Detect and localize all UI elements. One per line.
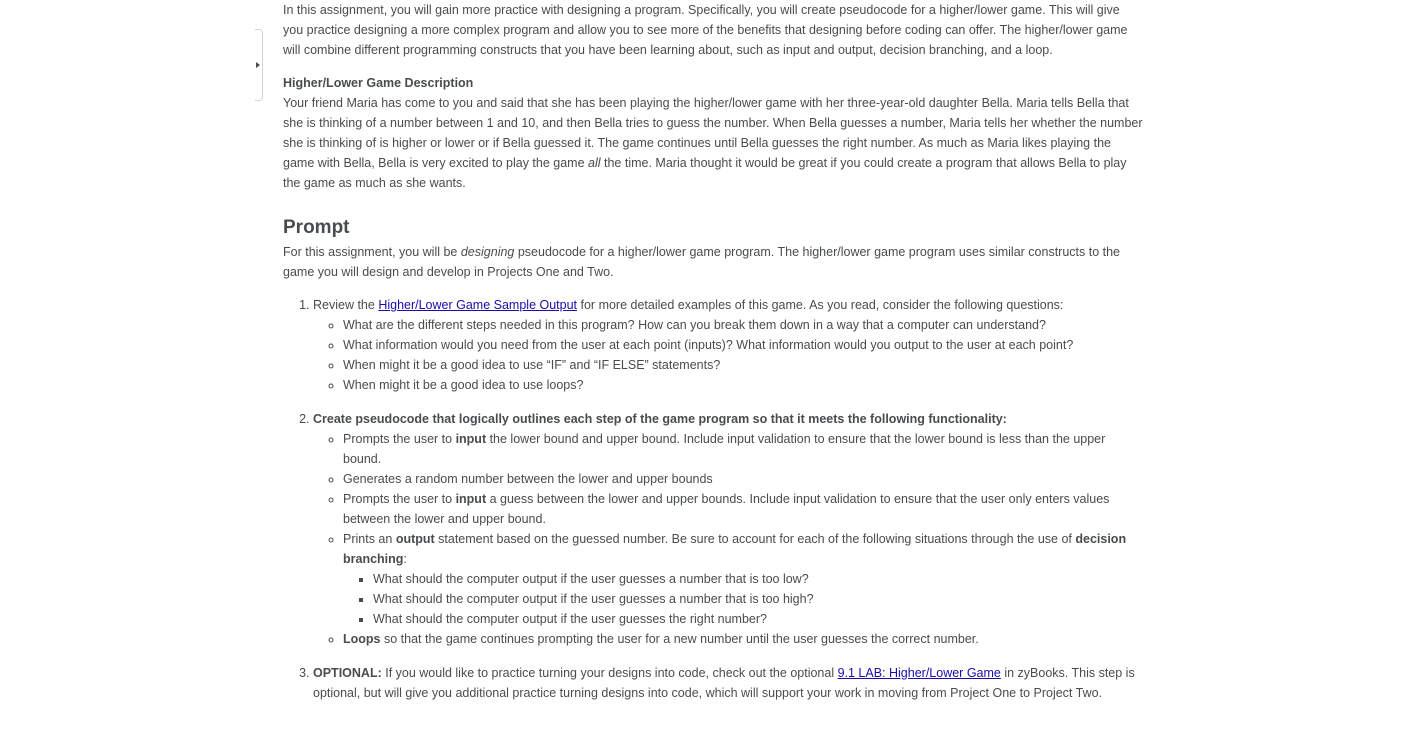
- req-5-post: so that the game continues prompting the user for a new number until the user guesses the correct number.: [380, 632, 979, 646]
- sidebar-toggle[interactable]: [255, 29, 263, 101]
- zybooks-lab-link[interactable]: 9.1 LAB: Higher/Lower Game: [837, 666, 1001, 680]
- description-text-1: Your friend Maria has come to you and said that she has been playing the higher/lower game with her three-year-old daughter Bella. Maria tells Bella that she is thinking of a number between 1 and 10, and then Bella tries to guess the number. When Bella guesses a number, Maria tells her whether the number she is thinking of is higher or lower or if Bella guessed it. The game continues until Bella guesses the right number. As much as Maria likes playing the game with Bella, Bella is very excited to play the game: [283, 96, 1143, 170]
- prompt-heading: Prompt: [283, 217, 350, 238]
- step-1: [313, 295, 1143, 395]
- list-item: [343, 529, 1143, 629]
- list-item: ▪ What should the computer output if the user guesses a number that is too low?: [373, 569, 1143, 589]
- step-2: [313, 409, 1143, 649]
- req-4-bold-1: output: [395, 532, 435, 546]
- list-item: ◦ What are the different steps needed in this program? How can you break them down in a way that a computer can understand?: [343, 315, 1143, 335]
- list-item: ◦ Generates a random number between the lower and upper bounds: [343, 469, 1143, 489]
- description-heading: Higher/Lower Game Description: [283, 76, 474, 90]
- step-2-requirements: [313, 429, 1143, 649]
- req-1-pre: Prompts the user to: [343, 432, 456, 446]
- list-item: ▪ What should the computer output if the user guesses the right number?: [373, 609, 1143, 629]
- list-item: [343, 629, 1143, 649]
- decision-situations: [343, 569, 1143, 629]
- caret-right-icon: [256, 62, 260, 68]
- intro-paragraph: In this assignment, you will gain more practice with designing a program. Specifically, you will create pseudocode for a higher/lower game. This will give you practice designing a more complex program and allow you to see more of the benefits that designing before coding can offer. The higher/lower game will combine different programming constructs that you have been learning about, such as input and output, decision branching, and a loop.: [283, 3, 1128, 57]
- list-item: ◦ What information would you need from the user at each point (inputs)? What information would you output to the user at each point?: [343, 335, 1143, 355]
- step-3-pre: If you would like to practice turning your designs into code, check out the optional: [381, 666, 838, 680]
- req-1-bold: input: [455, 432, 487, 446]
- description-paragraph: [283, 93, 1143, 193]
- step-1-pre: Review the: [313, 298, 379, 312]
- prompt-intro-emphasis: designing: [460, 245, 515, 259]
- description-emphasis: all: [588, 156, 601, 170]
- req-5-bold: Loops: [343, 632, 381, 646]
- req-4-pre: Prints an: [343, 532, 396, 546]
- sample-output-link[interactable]: Higher/Lower Game Sample Output: [378, 298, 578, 312]
- steps-list: [283, 295, 1143, 703]
- req-4-mid: statement based on the guessed number. Be sure to account for each of the following situations through the use of: [434, 532, 1076, 546]
- description-text-2: the time. Maria thought it would be great if you could create a program that allows Bella to play the game as much as she wants.: [283, 156, 1127, 190]
- req-4-post: :: [403, 552, 407, 566]
- req-3-post: a guess between the lower and upper bounds. Include input validation to ensure that the user only enters values between the lower and upper bound.: [343, 492, 1110, 526]
- req-3-bold: input: [455, 492, 487, 506]
- list-item: ◦ When might it be a good idea to use “IF” and “IF ELSE” statements?: [343, 355, 1143, 375]
- prompt-intro: [283, 242, 1143, 282]
- step-2-heading: Create pseudocode that logically outlines each step of the game program so that it meets the following functionality:: [313, 412, 1007, 426]
- prompt-intro-pre: For this assignment, you will be: [283, 245, 461, 259]
- step-3: [313, 663, 1143, 703]
- step-1-post: for more detailed examples of this game. As you read, consider the following questions:: [577, 298, 1064, 312]
- list-item: [343, 429, 1143, 469]
- step-1-questions: [313, 315, 1143, 395]
- list-item: [343, 489, 1143, 529]
- req-4-bold-2: decision branching: [343, 532, 1127, 566]
- assignment-content: [283, 0, 1143, 703]
- list-item: ◦ When might it be a good idea to use loops?: [343, 375, 1143, 395]
- req-3-pre: Prompts the user to: [343, 492, 456, 506]
- step-3-optional-label: OPTIONAL:: [313, 666, 382, 680]
- prompt-intro-post: pseudocode for a higher/lower game program. The higher/lower game program uses similar constructs to the game you will design and develop in Projects One and Two.: [283, 245, 1120, 279]
- step-3-post: in zyBooks. This step is optional, but will give you additional practice turning designs into code, which will support your work in moving from Project One to Project Two.: [313, 666, 1135, 700]
- req-1-post: the lower bound and upper bound. Include input validation to ensure that the lower bound is less than the upper bound.: [343, 432, 1106, 466]
- list-item: ▪ What should the computer output if the user guesses a number that is too high?: [373, 589, 1143, 609]
